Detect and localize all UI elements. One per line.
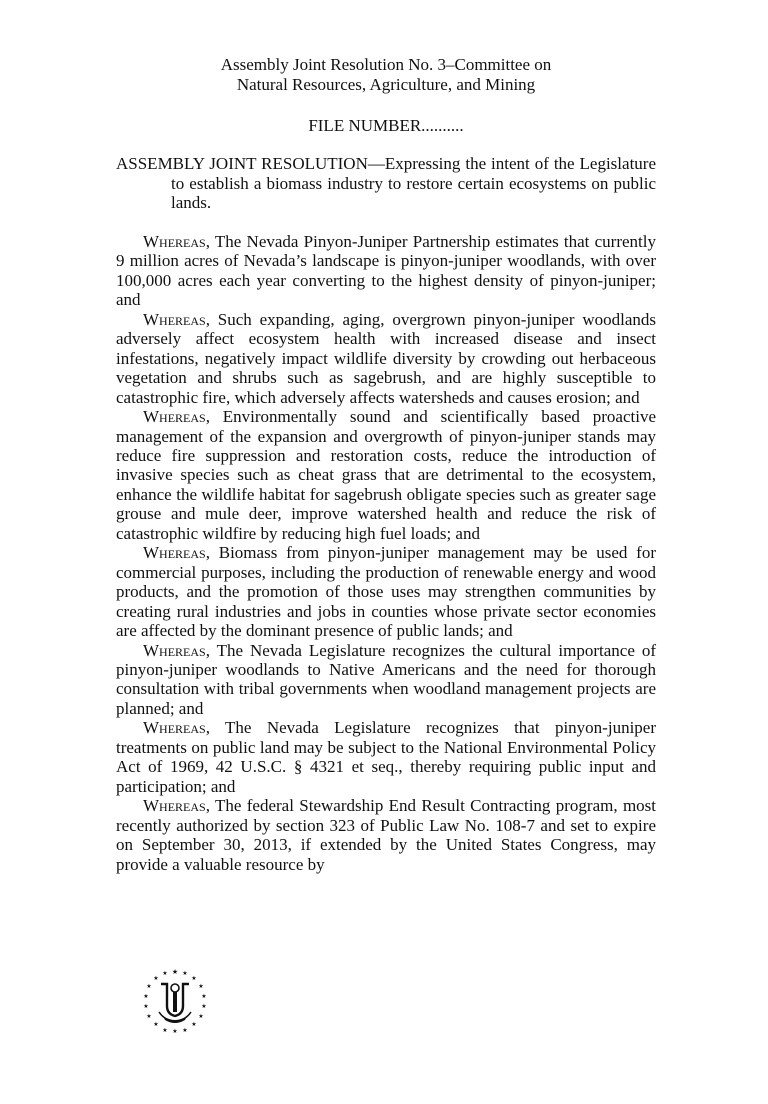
svg-text:★: ★ — [146, 1014, 152, 1020]
paragraph-text: , Environmentally sound and scientifically based proactive management of the expansion and overgrowth of pinyon-juniper stands may reduce fire suppression and restoration costs, reduce the introduction of invasive species such as cheat grass that are detrimental to the ecosystem, enhance the wildlife habitat for sagebrush obligate species such as greater sage grouse and mule deer, improve watershed health and reduce the risk of catastrophic wildfire by reducing high fuel loads; and — [116, 407, 656, 543]
resolution-body — [116, 232, 656, 874]
svg-text:★: ★ — [201, 994, 207, 1000]
whereas-label: Whereas — [143, 232, 206, 251]
svg-text:★: ★ — [198, 1014, 204, 1020]
file-number: FILE NUMBER.......... — [308, 116, 464, 135]
svg-text:★: ★ — [143, 994, 149, 1000]
paragraph-text: , The federal Stewardship End Result Contracting program, most recently authorized by section 323 of Public Law No. 108-7 and set to expire on September 30, 2013, if extended by the United States Congress, may provide a valuable resource by — [116, 796, 656, 874]
svg-text:★: ★ — [172, 1029, 178, 1034]
paragraph-text: , The Nevada Legislature recognizes the cultural importance of pinyon-juniper woodlands to Native Americans and the need for thorough consultation with tribal governments when woodland management projects are planned; and — [116, 640, 656, 718]
whereas-label: Whereas — [143, 718, 206, 738]
whereas-paragraph-2 — [116, 310, 656, 407]
whereas-paragraph-1 — [116, 232, 656, 310]
svg-text:★: ★ — [153, 1022, 159, 1028]
svg-text:★: ★ — [201, 1004, 207, 1010]
whereas-label: Whereas — [143, 309, 206, 329]
resolution-header — [116, 55, 656, 94]
state-seal-icon — [141, 966, 209, 1034]
paragraph-text: , The Nevada Legislature recognizes that pinyon-juniper treatments on public land may be subject to the National Environmental Policy Act of 1969, 42 U.S.C. § 4321 et seq., thereby requiring public input and participation; and — [116, 718, 656, 796]
resolution-title: ASSEMBLY JOINT RESOLUTION—Expressing the intent of the Legislature to establish a biomass industry to restore certain ecosystems on public lands. — [116, 154, 656, 212]
header-line-1: Assembly Joint Resolution No. 3–Committee on — [220, 55, 552, 74]
paragraph-text: , Such expanding, aging, overgrown pinyon-juniper woodlands adversely affect ecosystem health with increased disease and insect infestations, negatively impact wildlife diversity by crowding out herbaceous vegetation and shrubs such as sagebrush, and are highly susceptible to catastrophic fire, which adversely affects watersheds and causes erosion; and — [116, 309, 656, 407]
whereas-label: Whereas — [143, 407, 206, 427]
header-line-2: Natural Resources, Agriculture, and Mining — [236, 74, 536, 94]
svg-text:★: ★ — [191, 1022, 197, 1028]
svg-text:★: ★ — [162, 1028, 168, 1034]
whereas-label: Whereas — [143, 543, 206, 563]
whereas-label: Whereas — [143, 796, 206, 816]
whereas-paragraph-7 — [116, 796, 656, 874]
svg-text:★: ★ — [182, 971, 188, 977]
svg-text:★: ★ — [198, 984, 204, 990]
whereas-paragraph-6 — [116, 718, 656, 796]
whereas-paragraph-3 — [116, 407, 656, 543]
svg-text:★: ★ — [182, 1028, 188, 1034]
svg-text:★: ★ — [153, 976, 159, 982]
whereas-label: Whereas — [143, 640, 206, 660]
svg-text:★: ★ — [143, 1004, 149, 1010]
whereas-paragraph-4 — [116, 543, 656, 640]
paragraph-text: , Biomass from pinyon-juniper management may be used for commercial purposes, including the production of renewable energy and wood products, and the promotion of those uses may strengthen communities by creating rural industries and jobs in counties whose private sector economies are affected by the dominant presence of public lands; and — [116, 543, 656, 641]
seal-emblem — [159, 984, 191, 1023]
svg-text:★: ★ — [191, 976, 197, 982]
svg-text:★: ★ — [146, 984, 152, 990]
svg-text:★: ★ — [162, 971, 168, 977]
whereas-paragraph-5 — [116, 641, 656, 719]
svg-text:★: ★ — [171, 968, 179, 976]
paragraph-text: , The Nevada Pinyon-Juniper Partnership estimates that currently 9 million acres of Nevada’s landscape is pinyon-juniper woodlands, with over 100,000 acres each year converting to the highest density of pinyon-juniper; and — [116, 232, 656, 310]
